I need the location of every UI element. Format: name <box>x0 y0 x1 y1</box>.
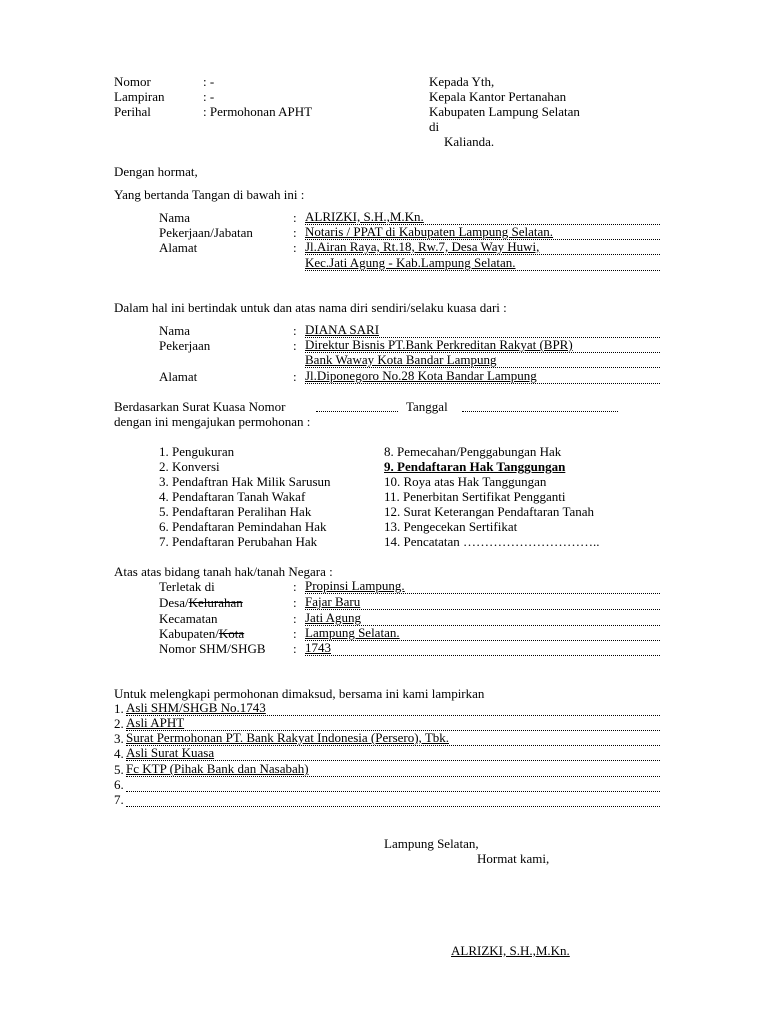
recipient-line: Kepada Yth, <box>429 74 495 89</box>
request-item-selected: 9. Pendaftaran Hak Tanggungan <box>384 459 566 474</box>
closing-regards: Hormat kami, <box>477 851 550 866</box>
attachment-item: Asli APHT <box>126 716 660 731</box>
certificate-number-field <box>305 641 660 656</box>
attachment-item: Asli Surat Kuasa <box>126 746 660 761</box>
colon: : <box>293 579 297 594</box>
colon: : <box>293 338 297 353</box>
request-intro: dengan ini mengajukan permohonan : <box>114 414 311 429</box>
principal-name: DIANA SARI <box>305 322 380 337</box>
request-item: 6. Pendaftaran Pemindahan Hak <box>159 519 327 534</box>
request-item: 12. Surat Keterangan Pendaftaran Tanah <box>384 504 595 519</box>
principal-name-label: Nama <box>159 323 191 338</box>
principal-address-label: Alamat <box>159 369 198 384</box>
intro-text: Yang bertanda Tangan di bawah ini : <box>114 187 305 202</box>
attachment-number: 6. <box>114 777 124 792</box>
principal-job-label: Pekerjaan <box>159 338 211 353</box>
kuasa-number-blank <box>316 411 398 412</box>
district-label: Kecamatan <box>159 611 218 626</box>
acting-text: Dalam hal ini bertindak untuk dan atas nama diri sendiri/selaku kuasa dari : <box>114 300 507 315</box>
signer-address-field <box>305 240 660 255</box>
district-field <box>305 611 660 626</box>
request-item: 5. Pendaftaran Peralihan Hak <box>159 504 312 519</box>
attachment-number: 3. <box>114 731 124 746</box>
signatory-name: ALRIZKI, S.H.,M.Kn. <box>451 943 570 958</box>
nomor-label: Nomor <box>114 74 151 89</box>
signer-address-field-2 <box>305 256 660 271</box>
land-intro: Atas atas bidang tanah hak/tanah Negara : <box>114 564 333 579</box>
signer-name-field <box>305 210 660 225</box>
attachment-item: Fc KTP (Pihak Bank dan Nasabah) <box>126 762 660 777</box>
request-item: 11. Penerbitan Sertifikat Pengganti <box>384 489 566 504</box>
signer-address-label: Alamat <box>159 240 198 255</box>
colon: : <box>293 595 297 610</box>
request-item: 10. Roya atas Hak Tanggungan <box>384 474 547 489</box>
regency-field <box>305 626 660 641</box>
perihal-value: : Permohonan APHT <box>203 104 313 119</box>
recipient-line: Kabupaten Lampung Selatan <box>429 104 580 119</box>
lampiran-label: Lampiran <box>114 89 165 104</box>
village-value: Fajar Baru <box>305 594 361 609</box>
request-item: 8. Pemecahan/Penggabungan Hak <box>384 444 562 459</box>
attachment-item: Asli SHM/SHGB No.1743 <box>126 701 660 716</box>
signer-name: ALRIZKI, S.H.,M.Kn. <box>305 209 424 224</box>
attachment-number: 4. <box>114 746 124 761</box>
greeting: Dengan hormat, <box>114 164 198 179</box>
attachment-number: 2. <box>114 716 124 731</box>
colon: : <box>293 641 297 656</box>
request-item: 3. Pendaftran Hak Milik Sarusun <box>159 474 331 489</box>
request-item: 2. Konversi <box>159 459 220 474</box>
attachment-item <box>126 792 660 807</box>
recipient-city: Kalianda. <box>444 134 495 149</box>
signer-job-field <box>305 225 660 240</box>
recipient-line: di <box>429 119 440 134</box>
perihal-label: Perihal <box>114 104 151 119</box>
request-item: 4. Pendaftaran Tanah Wakaf <box>159 489 306 504</box>
tanggal-label: Tanggal <box>406 399 448 414</box>
nomor-value: : - <box>203 74 215 89</box>
attachment-item <box>126 777 660 792</box>
principal-name-field <box>305 323 660 338</box>
principal-job-line1: Direktur Bisnis PT.Bank Perkreditan Rakyat (BPR) <box>305 337 573 352</box>
signer-job: Notaris / PPAT di Kabupaten Lampung Selatan. <box>305 224 554 239</box>
village-label: Desa/Kelurahan <box>159 595 243 610</box>
colon: : <box>293 240 297 255</box>
signer-address-line1: Jl.Airan Raya, Rt.18, Rw.7, Desa Way Huwi, <box>305 239 540 254</box>
principal-address-field <box>305 369 660 384</box>
location-value: Propinsi Lampung. <box>305 578 405 593</box>
principal-job-line2: Bank Waway Kota Bandar Lampung <box>305 352 497 367</box>
regency-value: Lampung Selatan. <box>305 625 400 640</box>
colon: : <box>293 225 297 240</box>
tanggal-blank <box>462 411 618 412</box>
request-item: 1. Pengukuran <box>159 444 235 459</box>
signer-address-line2: Kec.Jati Agung - Kab.Lampung Selatan. <box>305 255 516 270</box>
lampiran-value: : - <box>203 89 215 104</box>
attachment-item: Surat Permohonan PT. Bank Rakyat Indonesia (Persero), Tbk. <box>126 731 660 746</box>
regency-label: Kabupaten/Kota <box>159 626 245 641</box>
colon: : <box>293 369 297 384</box>
attachments-intro: Untuk melengkapi permohonan dimaksud, bersama ini kami lampirkan <box>114 686 485 701</box>
closing-place: Lampung Selatan, <box>384 836 479 851</box>
recipient-line: Kepala Kantor Pertanahan <box>429 89 567 104</box>
request-item: 14. Pencatatan ………………………….. <box>384 534 600 549</box>
district-value: Jati Agung <box>305 610 361 625</box>
principal-job-field <box>305 338 660 353</box>
location-label: Terletak di <box>159 579 215 594</box>
colon: : <box>293 210 297 225</box>
kuasa-text: Berdasarkan Surat Kuasa Nomor <box>114 399 286 414</box>
attachment-number: 7. <box>114 792 124 807</box>
certificate-number-label: Nomor SHM/SHGB <box>159 641 266 656</box>
colon: : <box>293 626 297 641</box>
colon: : <box>293 611 297 626</box>
signer-job-label: Pekerjaan/Jabatan <box>159 225 253 240</box>
principal-job-field-2 <box>305 353 660 368</box>
certificate-number: 1743 <box>305 640 331 655</box>
village-field <box>305 595 660 610</box>
colon: : <box>293 323 297 338</box>
attachment-number: 5. <box>114 762 124 777</box>
signer-name-label: Nama <box>159 210 191 225</box>
request-item: 7. Pendaftaran Perubahan Hak <box>159 534 318 549</box>
attachment-number: 1. <box>114 701 124 716</box>
principal-address: Jl.Diponegoro No.28 Kota Bandar Lampung <box>305 368 537 383</box>
location-field <box>305 579 660 594</box>
request-item: 13. Pengecekan Sertifikat <box>384 519 518 534</box>
